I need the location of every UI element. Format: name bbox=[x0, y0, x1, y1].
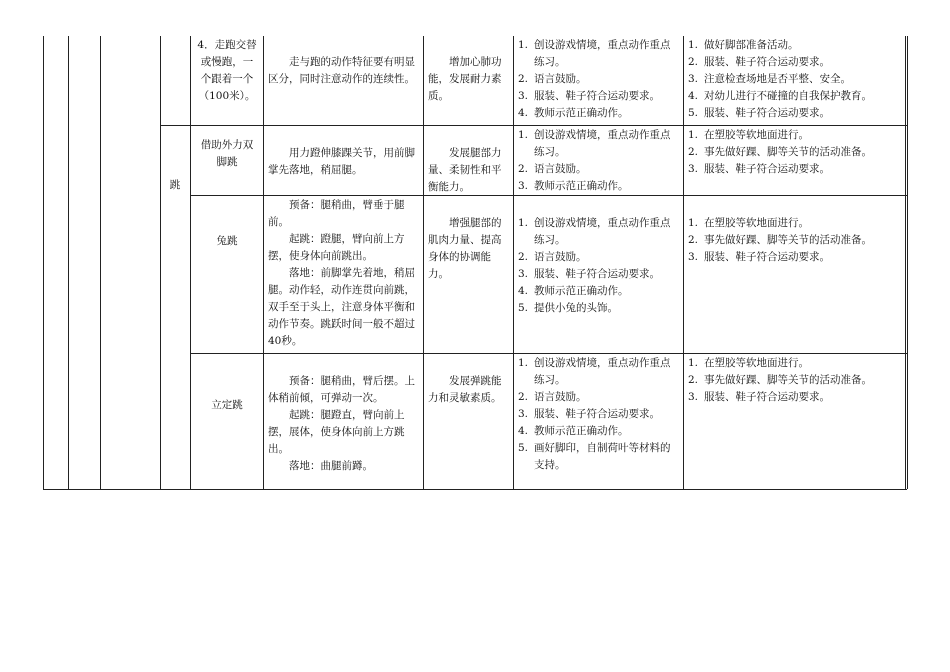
notes-list bbox=[688, 215, 902, 266]
list-item bbox=[518, 389, 680, 406]
list-item bbox=[518, 88, 680, 105]
row-divider bbox=[160, 125, 907, 126]
list-item-number: 1. bbox=[518, 129, 529, 141]
table-divider bbox=[190, 36, 191, 489]
list-item-number: 3. bbox=[518, 180, 529, 192]
list-item bbox=[518, 37, 680, 71]
list-item-text: 在塑胶等软地面进行。 bbox=[704, 129, 809, 141]
list-item bbox=[688, 355, 902, 372]
requirement-text: 预备：腿稍曲，臂后摆。上体稍前倾，可弹动一次。 bbox=[268, 375, 415, 404]
requirement-text: 起跳：蹬腿，臂向前上方摆，使身体向前跳出。 bbox=[268, 233, 405, 262]
list-item-text: 教师示范正确动作。 bbox=[534, 107, 629, 119]
activity-requirement bbox=[268, 197, 418, 350]
list-item-number: 3. bbox=[688, 163, 699, 175]
list-item-text: 事先做好踝、脚等关节的活动准备。 bbox=[704, 146, 872, 158]
list-item-text: 服装、鞋子符合运动要求。 bbox=[704, 251, 830, 263]
list-item-text: 服装、鞋子符合运动要求。 bbox=[534, 268, 660, 280]
list-item-text: 画好脚印，自制荷叶等材料的支持。 bbox=[534, 442, 671, 471]
activity-requirement bbox=[268, 373, 418, 475]
list-item bbox=[518, 355, 680, 389]
requirement-text: 用力蹬伸膝踝关节，用前脚掌先落地，稍屈腿。 bbox=[268, 147, 415, 176]
list-item bbox=[518, 127, 680, 161]
list-item-text: 服装、鞋子符合运动要求。 bbox=[534, 408, 660, 420]
list-item-number: 3. bbox=[518, 90, 529, 102]
list-item-number: 4. bbox=[688, 90, 699, 102]
list-item bbox=[518, 178, 680, 195]
activity-goal: 增加心肺功能，发展耐力素质。 bbox=[428, 56, 502, 102]
guidance-list bbox=[518, 355, 680, 474]
list-item bbox=[688, 144, 902, 161]
list-item-text: 服装、鞋子符合运动要求。 bbox=[704, 107, 830, 119]
requirement-text: 起跳：腿蹬直，臂向前上摆，展体，使身体向前上方跳出。 bbox=[268, 409, 405, 455]
list-item-text: 注意检查场地是否平整、安全。 bbox=[704, 73, 851, 85]
list-item-text: 语言鼓励。 bbox=[534, 163, 587, 175]
activity-goal: 发展腿部力量、柔韧性和平衡能力。 bbox=[428, 147, 502, 193]
list-item-text: 创设游戏情境，重点动作重点练习。 bbox=[534, 39, 671, 68]
table-divider bbox=[100, 36, 101, 489]
list-item bbox=[688, 71, 902, 88]
list-item bbox=[688, 88, 902, 105]
list-item-number: 1. bbox=[518, 39, 529, 51]
list-item bbox=[518, 440, 680, 474]
activity-goal: 发展弹跳能力和灵敏素质。 bbox=[428, 375, 502, 404]
list-item-number: 1. bbox=[688, 129, 699, 141]
table-border-bottom bbox=[43, 489, 907, 490]
list-item-text: 创设游戏情境，重点动作重点练习。 bbox=[534, 217, 671, 246]
list-item-text: 服装、鞋子符合运动要求。 bbox=[704, 56, 830, 68]
list-item bbox=[518, 215, 680, 249]
guidance-list bbox=[518, 37, 680, 122]
list-item-number: 1. bbox=[688, 357, 699, 369]
list-item bbox=[688, 389, 902, 406]
list-item bbox=[688, 215, 902, 232]
activity-name: 立定跳 bbox=[211, 399, 243, 411]
list-item-number: 3. bbox=[688, 251, 699, 263]
requirement-text: 预备：腿稍曲，臂垂于腿前。 bbox=[268, 199, 405, 228]
list-item bbox=[688, 232, 902, 249]
list-item-text: 做好脚部准备活动。 bbox=[704, 39, 799, 51]
list-item-number: 1. bbox=[518, 217, 529, 229]
list-item-number: 2. bbox=[518, 251, 529, 263]
list-item bbox=[518, 161, 680, 178]
list-item-number: 2. bbox=[688, 234, 699, 246]
list-item-text: 服装、鞋子符合运动要求。 bbox=[534, 90, 660, 102]
table-divider bbox=[423, 36, 424, 489]
list-item-number: 1. bbox=[688, 217, 699, 229]
list-item-number: 2. bbox=[518, 73, 529, 85]
list-item-text: 事先做好踝、脚等关节的活动准备。 bbox=[704, 234, 872, 246]
table-divider bbox=[160, 36, 161, 489]
activity-name: 4．走跑交替或慢跑，一个跟着一个（100米）。 bbox=[197, 39, 257, 102]
list-item bbox=[688, 161, 902, 178]
list-item-text: 教师示范正确动作。 bbox=[534, 285, 629, 297]
table-divider bbox=[683, 36, 684, 489]
list-item-text: 教师示范正确动作。 bbox=[534, 180, 629, 192]
list-item-text: 对幼儿进行不碰撞的自我保护教育。 bbox=[704, 90, 872, 102]
guidance-list bbox=[518, 127, 680, 195]
list-item bbox=[688, 105, 902, 122]
list-item-number: 5. bbox=[518, 302, 529, 314]
list-item-text: 教师示范正确动作。 bbox=[534, 425, 629, 437]
requirement-text: 走与跑的动作特征要有明显区分，同时注意动作的连续性。 bbox=[268, 56, 415, 85]
list-item-text: 在塑胶等软地面进行。 bbox=[704, 217, 809, 229]
list-item-number: 2. bbox=[688, 374, 699, 386]
activity-goal: 增强腿部的肌肉力量、提高身体的协调能力。 bbox=[428, 217, 502, 280]
notes-list bbox=[688, 127, 902, 178]
list-item-number: 4. bbox=[518, 107, 529, 119]
list-item-number: 2. bbox=[518, 163, 529, 175]
list-item-text: 语言鼓励。 bbox=[534, 251, 587, 263]
list-item bbox=[518, 423, 680, 440]
list-item bbox=[688, 37, 902, 54]
list-item-number: 2. bbox=[688, 56, 699, 68]
list-item-number: 2. bbox=[518, 391, 529, 403]
list-item-number: 3. bbox=[518, 268, 529, 280]
list-item bbox=[518, 406, 680, 423]
list-item-number: 3. bbox=[688, 73, 699, 85]
list-item bbox=[688, 249, 902, 266]
list-item-number: 2. bbox=[688, 146, 699, 158]
list-item-number: 5. bbox=[518, 442, 529, 454]
list-item-number: 4. bbox=[518, 285, 529, 297]
list-item bbox=[518, 283, 680, 300]
list-item bbox=[518, 249, 680, 266]
list-item-number: 1. bbox=[688, 39, 699, 51]
requirement-text: 落地：前脚掌先着地，稍屈腿。动作轻，动作连贯向前跳，双手至于头上，注意身体平衡和动作节奏。跳跃时间一般不超过40秒。 bbox=[268, 267, 415, 347]
activity-name: 兔跳 bbox=[216, 235, 238, 247]
list-item-number: 4. bbox=[518, 425, 529, 437]
activity-requirement bbox=[268, 145, 418, 179]
list-item-number: 1. bbox=[518, 357, 529, 369]
list-item bbox=[688, 372, 902, 389]
list-item-text: 创设游戏情境，重点动作重点练习。 bbox=[534, 357, 671, 386]
list-item bbox=[518, 300, 680, 317]
list-item-text: 服装、鞋子符合运动要求。 bbox=[704, 391, 830, 403]
list-item-text: 创设游戏情境，重点动作重点练习。 bbox=[534, 129, 671, 158]
category-label: 跳 bbox=[169, 179, 181, 191]
activity-name: 借助外力双脚跳 bbox=[200, 139, 254, 168]
guidance-list bbox=[518, 215, 680, 317]
list-item-text: 服装、鞋子符合运动要求。 bbox=[704, 163, 830, 175]
requirement-text: 落地：曲腿前蹲。 bbox=[289, 460, 373, 472]
list-item bbox=[688, 54, 902, 71]
list-item-text: 事先做好踝、脚等关节的活动准备。 bbox=[704, 374, 872, 386]
table-divider bbox=[513, 36, 514, 489]
list-item-text: 在塑胶等软地面进行。 bbox=[704, 357, 809, 369]
list-item bbox=[518, 105, 680, 122]
table-border-right-outer bbox=[907, 36, 908, 489]
table-border-left bbox=[43, 36, 44, 489]
list-item bbox=[518, 266, 680, 283]
list-item-number: 5. bbox=[688, 107, 699, 119]
table-divider bbox=[263, 36, 264, 489]
list-item-number: 3. bbox=[518, 408, 529, 420]
list-item-text: 语言鼓励。 bbox=[534, 73, 587, 85]
table-divider bbox=[68, 36, 69, 489]
list-item bbox=[688, 127, 902, 144]
notes-list bbox=[688, 355, 902, 406]
list-item-text: 提供小兔的头饰。 bbox=[534, 302, 618, 314]
notes-list bbox=[688, 37, 902, 122]
list-item-text: 语言鼓励。 bbox=[534, 391, 587, 403]
table-border-right bbox=[905, 36, 906, 489]
list-item bbox=[518, 71, 680, 88]
list-item-number: 3. bbox=[688, 391, 699, 403]
activity-requirement bbox=[268, 54, 418, 88]
row-divider bbox=[190, 353, 907, 354]
row-divider bbox=[190, 195, 907, 196]
